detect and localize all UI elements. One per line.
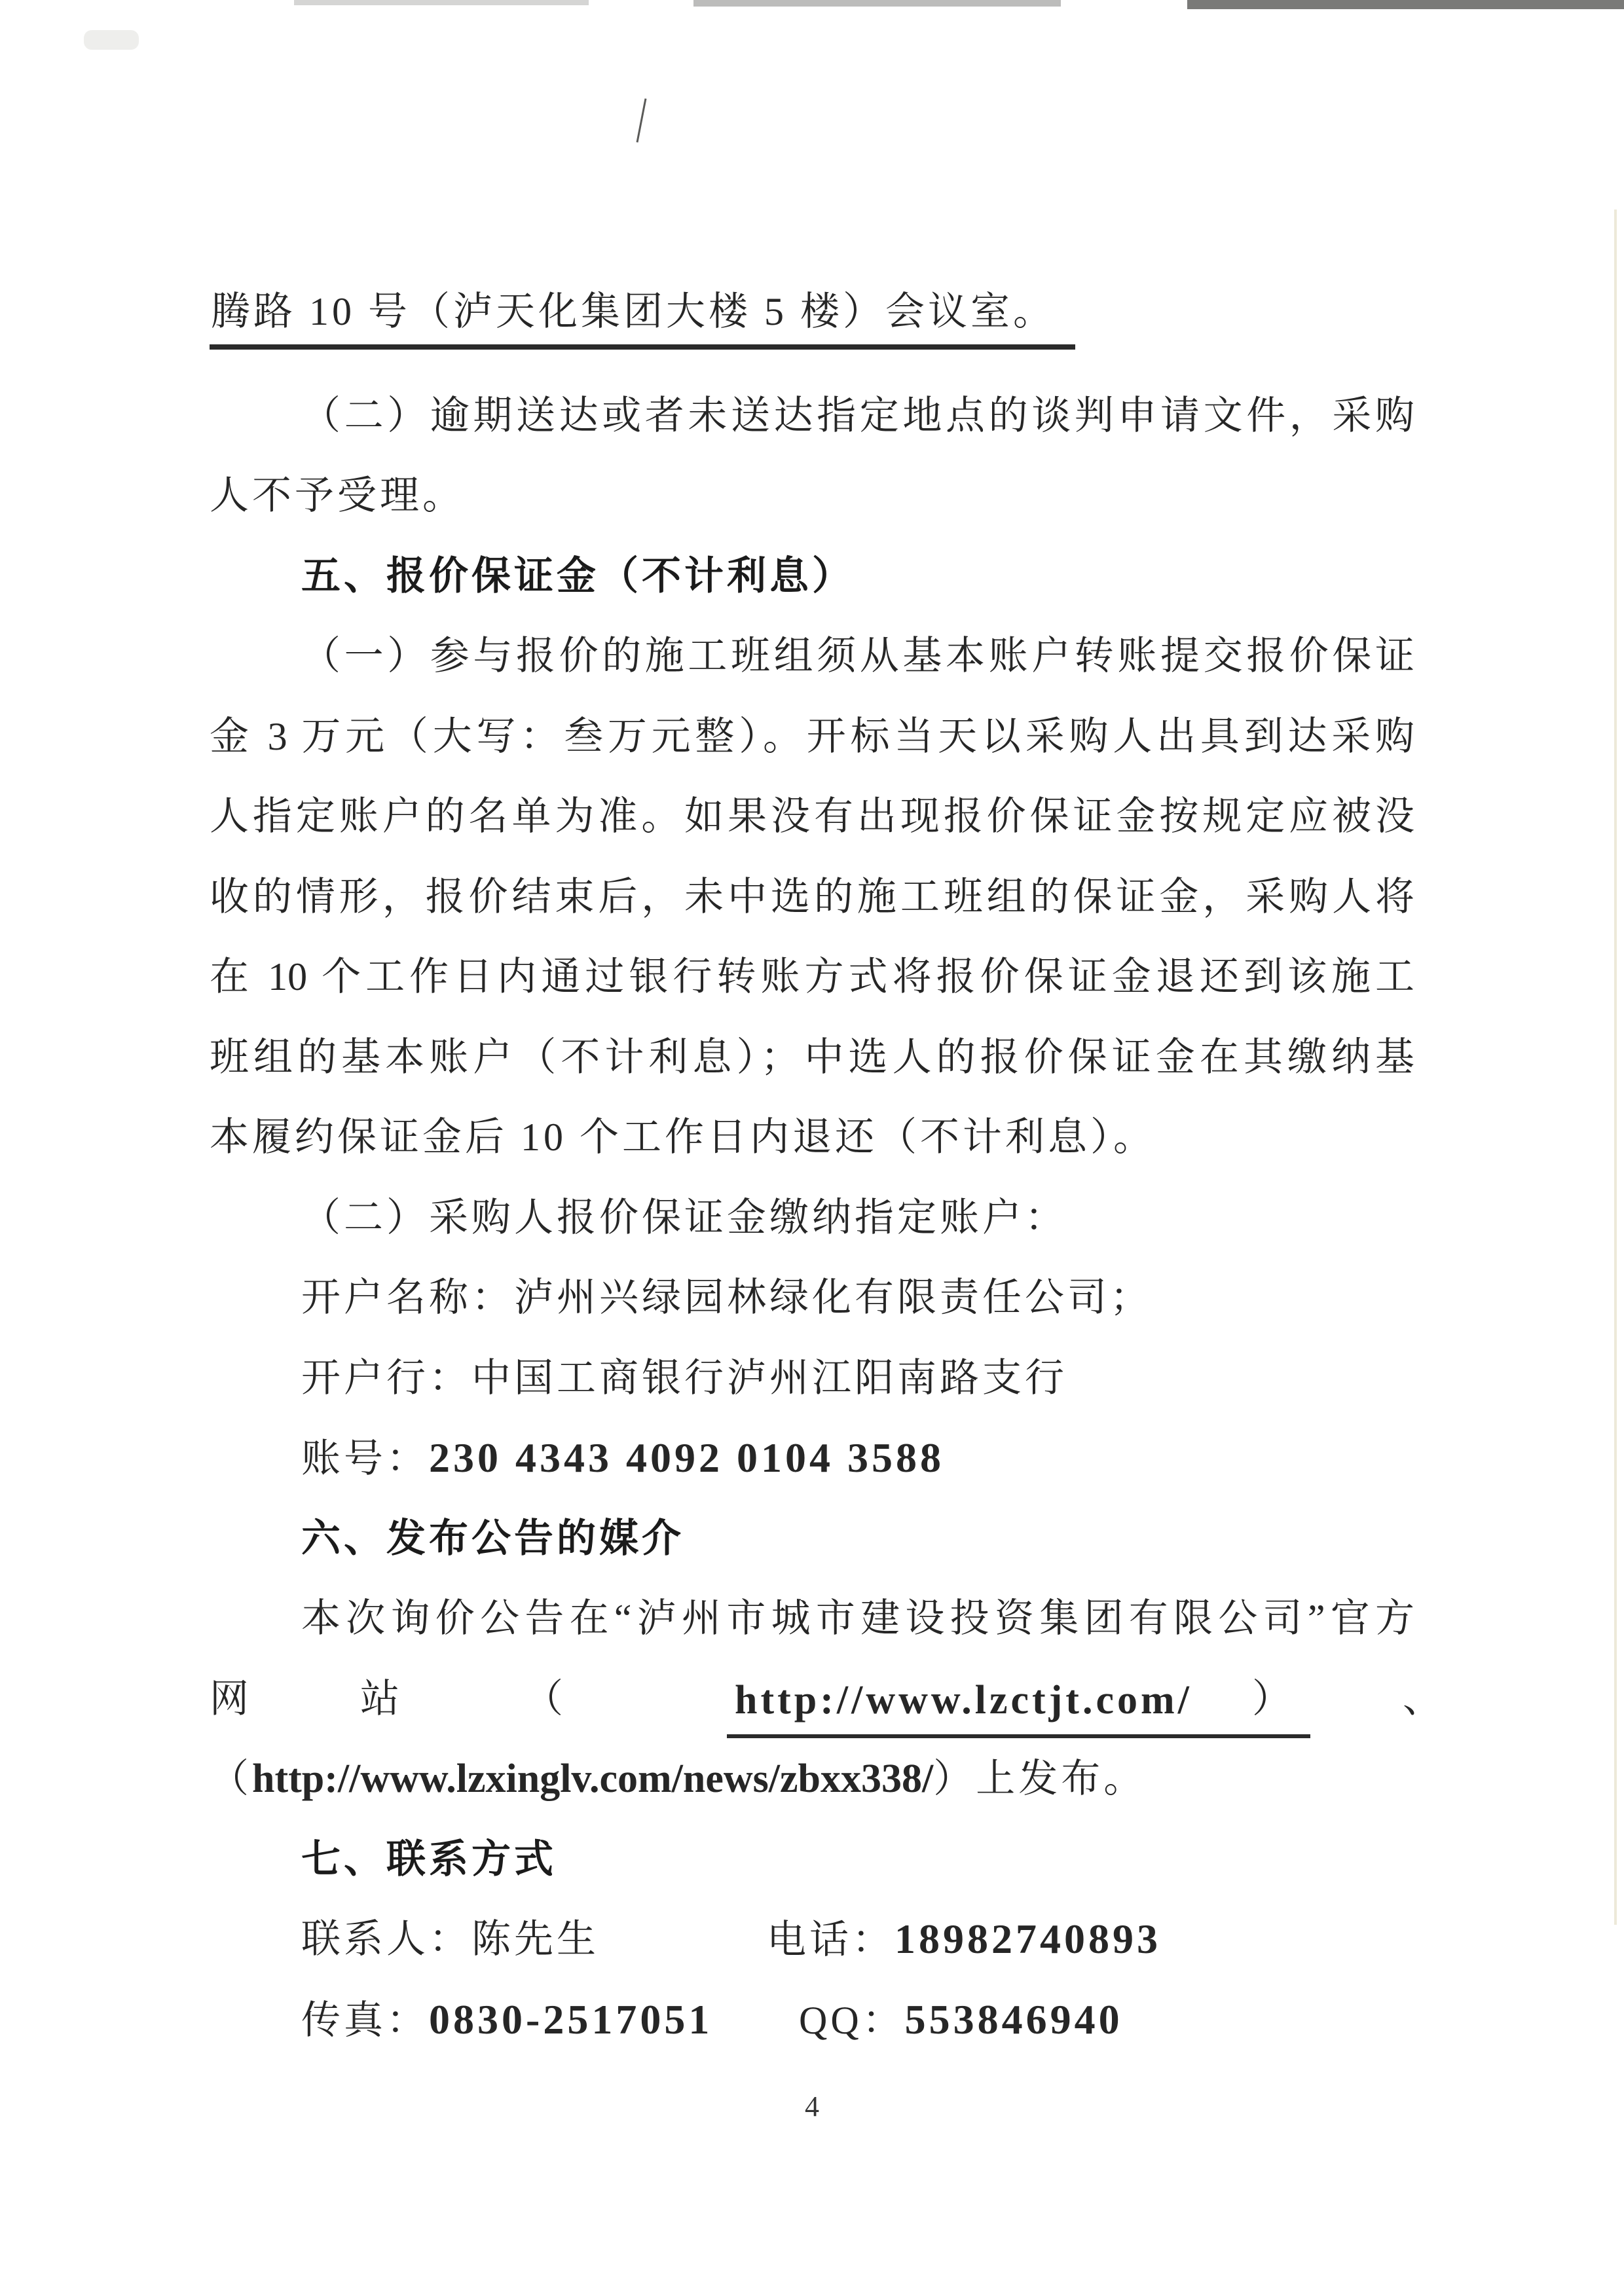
sec5-para1-line-2: 金 3 万元（大写：叁万元整）。开标当天以采购人出具到达采购	[210, 715, 1414, 758]
sec5-para1-line-1: （一）参与报价的施工班组须从基本账户转账提交报价保证	[301, 634, 1414, 678]
overdue-paragraph-line-1: （二）逾期送达或者未送达指定地点的谈判申请文件，采购	[301, 394, 1414, 437]
contact-person-label: 联系人：	[301, 1918, 471, 1961]
contact-row-2	[0, 1995, 1624, 2054]
website-paren-open: （	[524, 1677, 566, 1721]
qq-number: 553846940	[904, 1996, 1123, 2043]
sec5-para1-line-6: 班组的基本账户（不计利息）；中选人的报价保证金在其缴纳基	[210, 1036, 1414, 1079]
website-word-2: 站	[360, 1677, 403, 1721]
scan-artifact-right-edge-line	[1614, 210, 1617, 1925]
second-url-rest: ）上发布。	[933, 1757, 1147, 1800]
section-5-heading: 五、报价保证金（不计利息）	[301, 554, 855, 598]
website-enum-comma: 、	[1403, 1677, 1445, 1721]
sec6-website-line	[210, 1674, 1445, 1746]
overdue-paragraph-line-2: 人不予受理。	[210, 474, 465, 517]
scan-artifact-top-strip-3	[1187, 0, 1624, 9]
fax-label: 传真：	[301, 1999, 429, 2042]
phone-label: 电话：	[767, 1918, 895, 1961]
scan-artifact-slash-mark	[637, 98, 647, 142]
contact-fax	[301, 1995, 712, 2045]
section-6-heading: 六、发布公告的媒介	[301, 1516, 684, 1560]
account-number-line	[301, 1433, 944, 1484]
website-word-1: 网	[210, 1677, 252, 1721]
phone-number: 18982740893	[895, 1916, 1161, 1962]
contact-person-name: 陈先生	[471, 1918, 599, 1961]
account-name-line: 开户名称：泸州兴绿园林绿化有限责任公司；	[301, 1276, 1153, 1319]
page-number: 4	[805, 2090, 819, 2123]
fax-number: 0830-2517051	[429, 1996, 713, 2043]
section-7-heading: 七、联系方式	[301, 1837, 557, 1881]
sec6-line-1: 本次询价公告在“泸州市城市建设投资集团有限公司”官方	[301, 1597, 1414, 1640]
bank-line: 开户行：中国工商银行泸州江阳南路支行	[301, 1357, 1067, 1400]
sec5-para1-line-5: 在 10 个工作日内通过银行转账方式将报价保证金退还到该施工	[210, 955, 1414, 998]
scan-artifact-top-strip-2	[693, 0, 1061, 7]
second-url-paren-open: （	[210, 1757, 252, 1800]
contact-person	[301, 1914, 599, 1964]
sec5-para1-line-7: 本履约保证金后 10 个工作日内退还（不计利息）。	[210, 1116, 1156, 1159]
sec5-para1-line-4: 收的情形，报价结束后，未中选的施工班组的保证金，采购人将	[210, 875, 1414, 919]
qq-label: QQ：	[799, 1999, 905, 2042]
contact-qq	[799, 1995, 1123, 2045]
scan-artifact-smudge	[84, 30, 139, 50]
account-number-value: 230 4343 4092 0104 3588	[429, 1434, 944, 1481]
contact-row-1	[0, 1914, 1624, 1973]
website-paren-close: ）	[1252, 1677, 1295, 1721]
sec6-line-3	[210, 1754, 1146, 1804]
sec5-para2: （二）采购人报价保证金缴纳指定账户：	[301, 1196, 1067, 1239]
venue-line-text: 腾路 10 号（泸天化集团大楼 5 楼）会议室。	[210, 287, 1075, 350]
sec5-para1-line-3: 人指定账户的名单为准。如果没有出现报价保证金按规定应被没	[210, 795, 1414, 838]
contact-phone	[767, 1914, 1161, 1965]
second-url: http://www.lzxinglv.com/news/zbxx338/	[252, 1757, 934, 1801]
account-number-label: 账号：	[301, 1437, 429, 1480]
website-url: http://www.lzctjt.com/	[727, 1674, 1310, 1738]
venue-line	[210, 287, 1075, 350]
scan-artifact-top-strip-1	[294, 0, 589, 5]
